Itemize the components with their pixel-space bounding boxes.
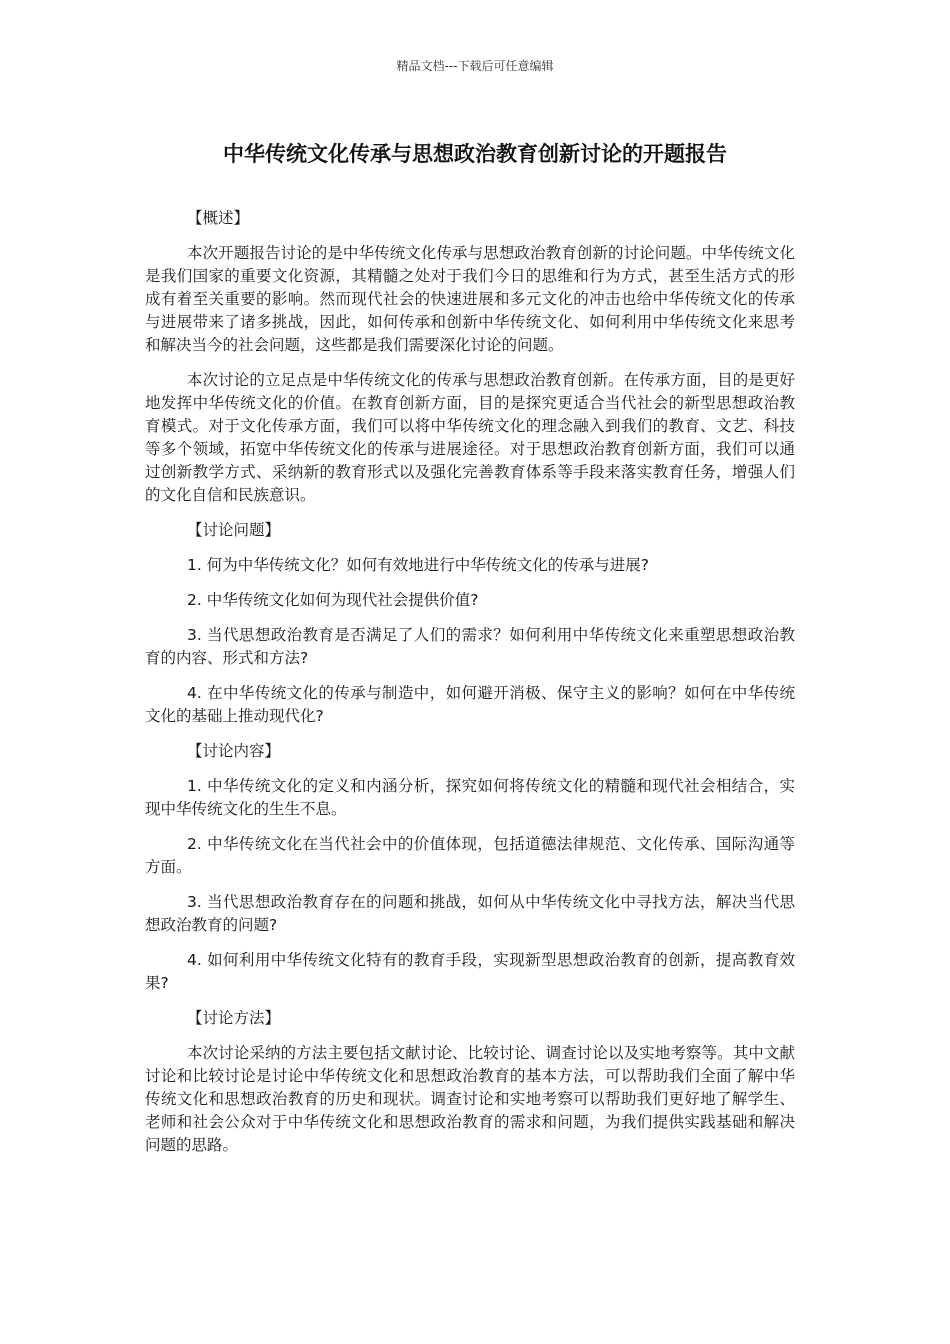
page-header-note: 精品文档---下载后可任意编辑 [396,59,554,73]
section-heading-methods: 【讨论方法】 [187,1009,281,1027]
section-heading-overview: 【概述】 [187,209,250,227]
document-title: 中华传统文化传承与思想政治教育创新讨论的开题报告 [223,142,727,166]
section-heading-contents: 【讨论内容】 [187,742,281,760]
document-body [145,207,795,1169]
methods-paragraph-1: 本次讨论采纳的方法主要包括文献讨论、比较讨论、调查讨论以及实地考察等。其中文献讨论和比较讨论是讨论中华传统文化和思想政治教育的基本方法，可以帮助我们全面了解中华传统文化和思想政治教育的历史和现状。调查讨论和实地考察可以帮助我们更好地了解学生、老师和社会公众对于中华传统文化和思想政治教育的需求和问题，为我们提供实践基础和解决问题的思路。 [145,1044,795,1154]
content-item-2: 2. 中华传统文化在当代社会中的价值体现，包括道德法律规范、文化传承、国际沟通等方面。 [145,835,795,876]
question-item-2: 2. 中华传统文化如何为现代社会提供价值? [187,591,479,609]
overview-paragraph-1: 本次开题报告讨论的是中华传统文化传承与思想政治教育创新的讨论问题。中华传统文化是我们国家的重要文化资源，其精髓之处对于我们今日的思维和行为方式，甚至生活方式的形成有着至关重要的影响。然而现代社会的快速进展和多元文化的冲击也给中华传统文化的传承与进展带来了诸多挑战，因此，如何传承和创新中华传统文化、如何利用中华传统文化来思考和解决当今的社会问题，这些都是我们需要深化讨论的问题。 [145,244,795,354]
content-item-3: 3. 当代思想政治教育存在的问题和挑战，如何从中华传统文化中寻找方法，解决当代思想政治教育的问题? [145,893,795,934]
section-heading-questions: 【讨论问题】 [187,521,281,539]
question-item-3: 3. 当代思想政治教育是否满足了人们的需求？如何利用中华传统文化来重塑思想政治教育的内容、形式和方法? [145,626,795,667]
question-item-1: 1. 何为中华传统文化？如何有效地进行中华传统文化的传承与进展? [187,556,649,574]
content-item-4: 4. 如何利用中华传统文化特有的教育手段，实现新型思想政治教育的创新，提高教育效果? [145,951,795,992]
question-item-4: 4. 在中华传统文化的传承与制造中，如何避开消极、保守主义的影响？如何在中华传统文化的基础上推动现代化? [145,684,795,725]
content-item-1: 1. 中华传统文化的定义和内涵分析，探究如何将传统文化的精髓和现代社会相结合，实现中华传统文化的生生不息。 [145,777,795,818]
overview-paragraph-2: 本次讨论的立足点是中华传统文化的传承与思想政治教育创新。在传承方面，目的是更好地发挥中华传统文化的价值。在教育创新方面，目的是探究更适合当代社会的新型思想政治教育模式。对于文化传承方面，我们可以将中华传统文化的理念融入到我们的教育、文艺、科技等多个领域，拓宽中华传统文化的传承与进展途径。对于思想政治教育创新方面，我们可以通过创新教学方式、采纳新的教育形式以及强化完善教育体系等手段来落实教育任务，增强人们的文化自信和民族意识。 [145,371,795,504]
